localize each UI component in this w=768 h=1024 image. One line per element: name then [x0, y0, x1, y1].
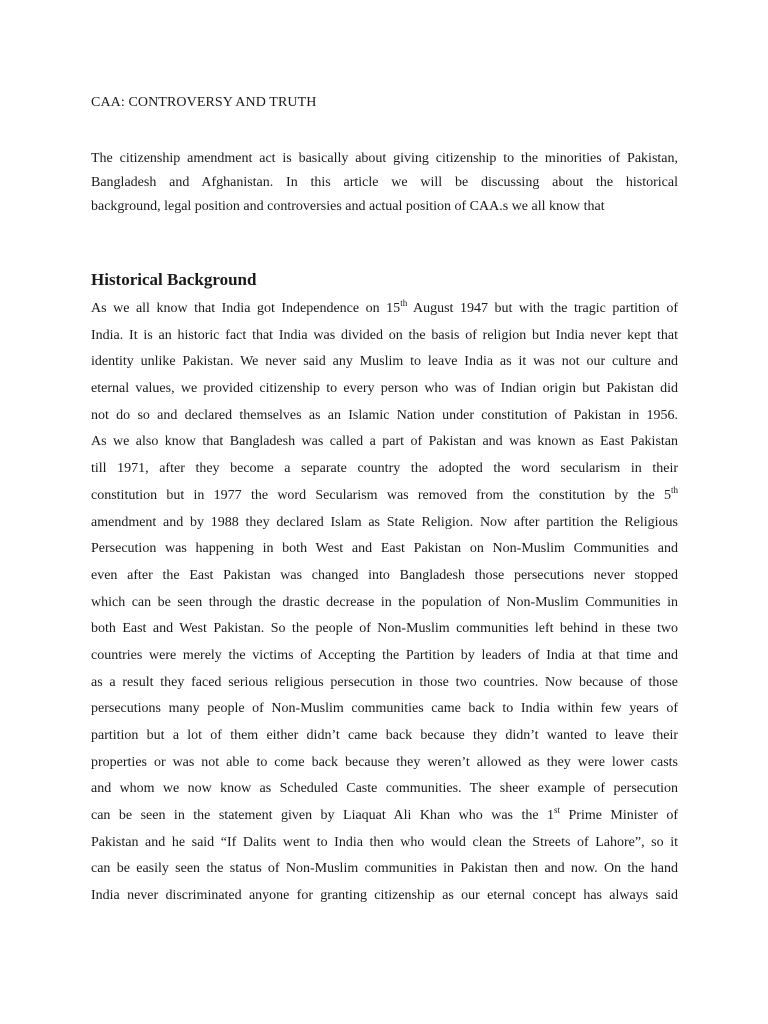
body-line: Persecution was happening in both West and East Pakistan on Non-Muslim Communities and: [91, 541, 678, 557]
body-line: till 1971, after they become a separate country the adopted the word secularism in their: [91, 461, 678, 477]
body-line: even after the East Pakistan was changed into Bangladesh those persecutions never stopped: [91, 567, 678, 583]
body-line: can be easily seen the status of Non-Muslim communities in Pakistan then and now. On the hand: [91, 861, 678, 877]
body-line: as a result they faced serious religious persecution in those two countries. Now because of those: [91, 674, 678, 690]
body-line: and whom we now know as Scheduled Caste communities. The sheer example of persecution: [91, 781, 678, 797]
body-text-segment: Prime Minister of: [560, 808, 679, 824]
body-line: identity unlike Pakistan. We never said any Muslim to leave India as it was not our culture and: [91, 354, 678, 370]
body-line: properties or was not able to come back because they weren’t allowed as they were lower casts: [91, 754, 678, 770]
superscript: th: [670, 484, 678, 495]
body-line: partition but a lot of them either didn’t came back because they didn’t wanted to leave their: [91, 728, 678, 743]
body-line: [91, 803, 678, 830]
body-line: [91, 483, 678, 510]
body-line: which can be seen through the drastic decrease in the population of Non-Muslim Communities in: [91, 594, 678, 610]
body-line: not do so and declared themselves as an Islamic Nation under constitution of Pakistan in 1956.: [91, 407, 678, 423]
intro-line: The citizenship amendment act is basically about giving citizenship to the minorities of Pakistan,: [91, 151, 678, 166]
intro-line: background, legal position and controversies and actual position of CAA.s we all know that: [91, 199, 605, 214]
body-line: [91, 296, 678, 323]
body-line: As we also know that Bangladesh was called a part of Pakistan and was known as East Pakistan: [91, 434, 678, 450]
superscript: st: [554, 805, 561, 816]
superscript: th: [400, 298, 408, 308]
body-text-segment: can be seen in the statement given by Liaquat Ali Khan who was the 1: [91, 808, 555, 824]
document-page: [91, 0, 678, 1024]
body-line: India never discriminated anyone for granting citizenship as our eternal concept has always said: [91, 888, 678, 904]
section-heading: Historical Background: [91, 270, 257, 289]
body-line: persecutions many people of Non-Muslim communities came back to India within few years of: [91, 701, 678, 717]
body-line: Pakistan and he said “If Dalits went to India then who would clean the Streets of Lahore”, so it: [91, 834, 678, 850]
body-line: amendment and by 1988 they declared Islam as State Religion. Now after partition the Religious: [91, 514, 678, 530]
body-paragraph: [91, 296, 678, 910]
body-text-segment: August 1947 but with the tragic partition of: [407, 301, 678, 316]
intro-paragraph: [91, 147, 678, 219]
body-text-segment: constitution but in 1977 the word Secularism was removed from the constitution by the 5: [91, 487, 671, 503]
body-line: countries were merely the victims of Accepting the Partition by leaders of India at that time and: [91, 647, 678, 663]
intro-line: Bangladesh and Afghanistan. In this article we will be discussing about the historical: [91, 175, 678, 190]
document-title: CAA: CONTROVERSY AND TRUTH: [91, 95, 317, 110]
body-line: India. It is an historic fact that India was divided on the basis of religion but India never kept that: [91, 327, 678, 343]
body-line: both East and West Pakistan. So the people of Non-Muslim communities left behind in these two: [91, 621, 678, 637]
body-line: eternal values, we provided citizenship to every person who was of Indian origin but Pakistan did: [91, 381, 678, 397]
body-text-segment: As we all know that India got Independence on 15: [91, 301, 401, 316]
